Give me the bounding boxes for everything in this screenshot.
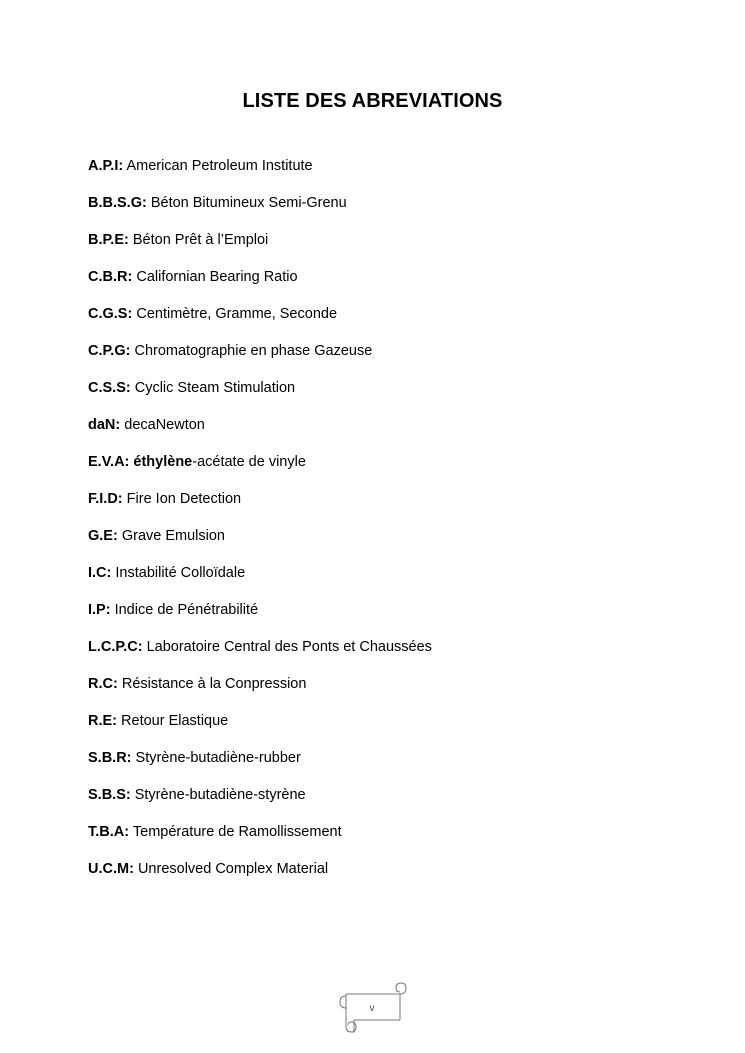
abbreviation-key: C.G.S:: [88, 306, 133, 322]
abbreviation-definition: Styrène-butadiène-styrène: [134, 787, 306, 803]
list-item: [88, 710, 688, 747]
abbreviation-definition-bold: éthylène: [133, 454, 193, 470]
abbreviation-definition: Chromatographie en phase Gazeuse: [134, 343, 373, 359]
abbreviation-definition-rest: -acétate de vinyle: [192, 454, 306, 470]
abbreviation-key: C.P.G:: [88, 343, 131, 359]
abbreviation-definition: American Petroleum Institute: [126, 158, 313, 174]
abbreviation-key: C.S.S:: [88, 380, 131, 396]
abbreviation-key: R.C:: [88, 676, 118, 692]
abbreviation-key: E.V.A:: [88, 454, 130, 470]
abbreviation-definition: Centimètre, Gramme, Seconde: [136, 306, 338, 322]
abbreviation-key: daN:: [88, 417, 121, 433]
list-item: [88, 784, 688, 821]
abbreviation-key: U.C.M:: [88, 861, 134, 877]
list-item: [88, 266, 688, 303]
page-title: LISTE DES ABREVIATIONS: [242, 90, 503, 112]
list-item: [88, 636, 688, 673]
abbreviation-definition: Unresolved Complex Material: [137, 861, 329, 877]
abbreviation-key: R.E:: [88, 713, 117, 729]
list-item: [88, 673, 688, 710]
abbreviation-key: I.C:: [88, 565, 112, 581]
abbreviation-key: F.I.D:: [88, 491, 123, 507]
list-item: [88, 821, 688, 858]
list-item: [88, 303, 688, 340]
abbreviation-key: B.B.S.G:: [88, 195, 147, 211]
abbreviation-key: S.B.R:: [88, 750, 132, 766]
abbreviation-definition: Styrène-butadiène-rubber: [135, 750, 301, 766]
abbreviation-definition: Instabilité Colloïdale: [115, 565, 246, 581]
abbreviation-definition: Retour Elastique: [121, 713, 229, 729]
abbreviation-definition: Fire Ion Detection: [126, 491, 242, 507]
list-item: [88, 340, 688, 377]
list-item: [88, 229, 688, 266]
abbreviation-key: B.P.E:: [88, 232, 129, 248]
list-item: [88, 488, 688, 525]
list-item: [88, 599, 688, 636]
list-item: [88, 858, 688, 895]
list-item: [88, 377, 688, 414]
page-number: v: [369, 1003, 375, 1014]
list-item: [88, 192, 688, 229]
list-item: [88, 525, 688, 562]
abbreviation-key: A.P.I:: [88, 158, 124, 174]
list-item: [88, 451, 688, 488]
abbreviation-definition: Béton Prêt à l’Emploi: [132, 232, 269, 248]
abbreviation-key: T.B.A:: [88, 824, 130, 840]
abbreviation-key: L.C.P.C:: [88, 639, 143, 655]
abbreviation-definition: decaNewton: [124, 417, 205, 433]
abbreviation-definition: Béton Bitumineux Semi-Grenu: [150, 195, 347, 211]
list-item: [88, 414, 688, 451]
abbreviation-key: C.B.R:: [88, 269, 133, 285]
abbreviation-key: I.P:: [88, 602, 111, 618]
abbreviation-list: [88, 155, 688, 895]
abbreviation-definition: Californian Bearing Ratio: [136, 269, 298, 285]
abbreviation-key: S.B.S:: [88, 787, 131, 803]
list-item: [88, 747, 688, 784]
abbreviation-definition: Résistance à la Conpression: [121, 676, 307, 692]
page-footer: [336, 982, 408, 1034]
abbreviation-definition: Indice de Pénétrabilité: [114, 602, 259, 618]
abbreviation-definition: [133, 454, 306, 470]
abbreviation-key: G.E:: [88, 528, 118, 544]
list-item: [88, 155, 688, 192]
abbreviation-definition: Grave Emulsion: [121, 528, 225, 544]
list-item: [88, 562, 688, 599]
abbreviation-definition: Cyclic Steam Stimulation: [134, 380, 296, 396]
abbreviation-definition: Laboratoire Central des Ponts et Chaussées: [146, 639, 432, 655]
abbreviation-definition: Température de Ramollissement: [132, 824, 342, 840]
